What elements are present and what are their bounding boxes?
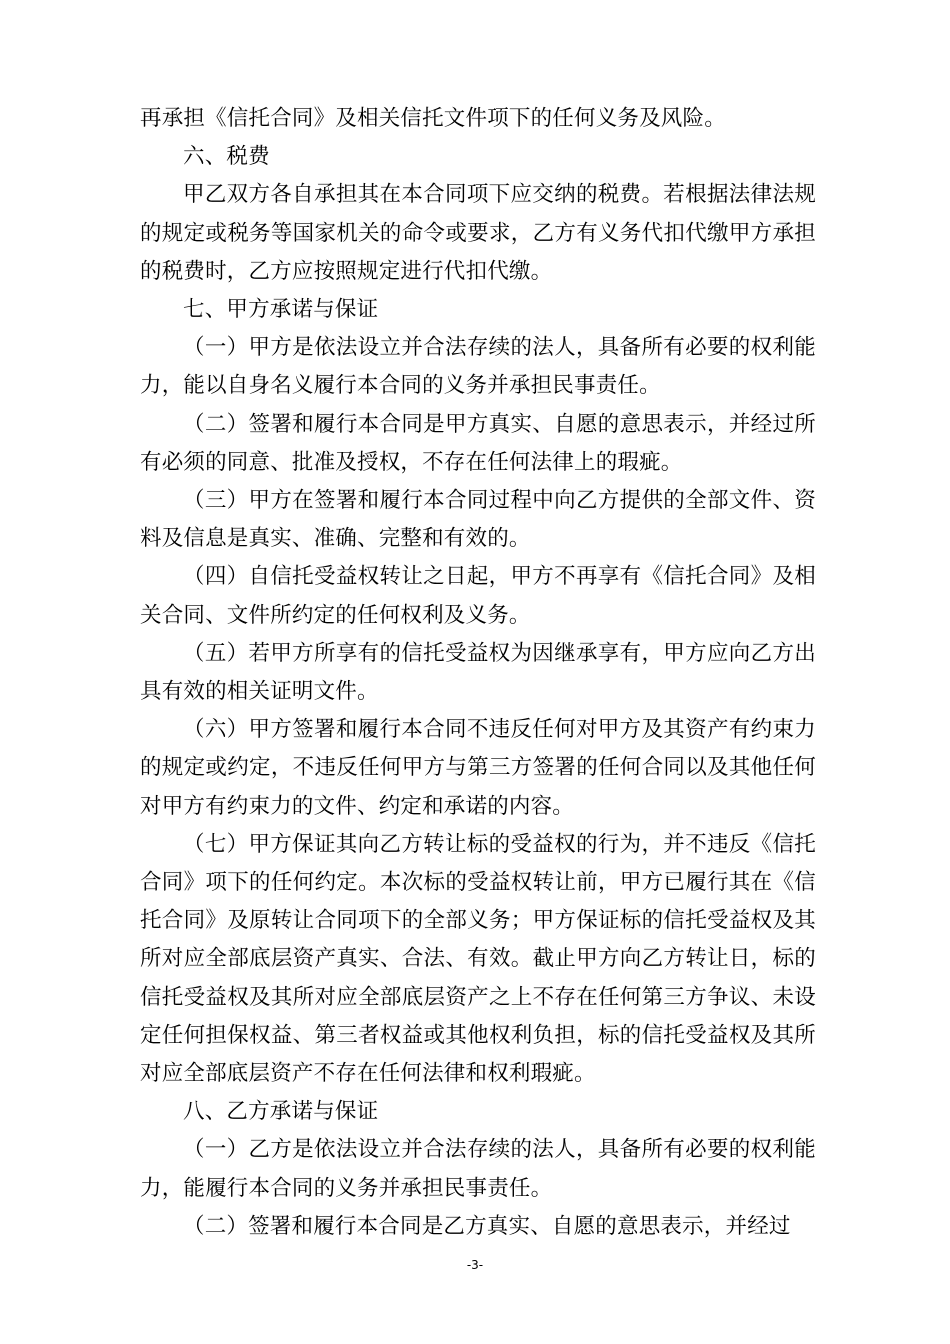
paragraph: （一）甲方是依法设立并合法存续的法人，具备所有必要的权利能力，能以自身名义履行本合同的义务并承担民事责任。 [140, 335, 816, 399]
document-page [140, 100, 816, 1246]
page-number: -3- [466, 1258, 484, 1272]
paragraph: （五）若甲方所享有的信托受益权为因继承享有，甲方应向乙方出具有效的相关证明文件。 [140, 640, 816, 705]
paragraph: （六）甲方签署和履行本合同不违反任何对甲方及其资产有约束力的规定或约定，不违反任何甲方与第三方签署的任何合同以及其他任何对甲方有约束力的文件、约定和承诺的内容。 [140, 717, 816, 819]
section-heading: 七、甲方承诺与保证 [183, 297, 379, 323]
paragraph: （七）甲方保证其向乙方转让标的受益权的行为，并不违反《信托合同》项下的任何约定。本次标的受益权转让前，甲方已履行其在《信托合同》及原转让合同项下的全部义务；甲方保证标的信托受益权及其所对应全部底层资产真实、合法、有效。截止甲方向乙方转让日，标的信托受益权及其所对应全部底层资产之上不存在任何第三方争议、未设定任何担保权益、第三者权益或其他权利负担，标的信托受益权及其所对应全部底层资产不存在任何法律和权利瑕疵。 [140, 831, 816, 1087]
paragraph: （三）甲方在签署和履行本合同过程中向乙方提供的全部文件、资料及信息是真实、准确、完整和有效的。 [140, 488, 816, 552]
paragraph: （二）签署和履行本合同是乙方真实、自愿的意思表示，并经过 [183, 1213, 791, 1239]
paragraph: （四）自信托受益权转让之日起，甲方不再享有《信托合同》及相关合同、文件所约定的任何权利及义务。 [140, 564, 816, 628]
section-heading: 八、乙方承诺与保证 [183, 1099, 379, 1125]
paragraph: （一）乙方是依法设立并合法存续的法人，具备所有必要的权利能力，能履行本合同的义务并承担民事责任。 [140, 1137, 816, 1201]
paragraph: 甲乙双方各自承担其在本合同项下应交纳的税费。若根据法律法规的规定或税务等国家机关的命令或要求，乙方有义务代扣代缴甲方承担的税费时，乙方应按照规定进行代扣代缴。 [140, 182, 816, 284]
section-heading: 六、税费 [183, 144, 270, 170]
paragraph: （二）签署和履行本合同是甲方真实、自愿的意思表示，并经过所有必须的同意、批准及授权，不存在任何法律上的瑕疵。 [140, 411, 816, 475]
paragraph: 再承担《信托合同》及相关信托文件项下的任何义务及风险。 [140, 106, 726, 131]
